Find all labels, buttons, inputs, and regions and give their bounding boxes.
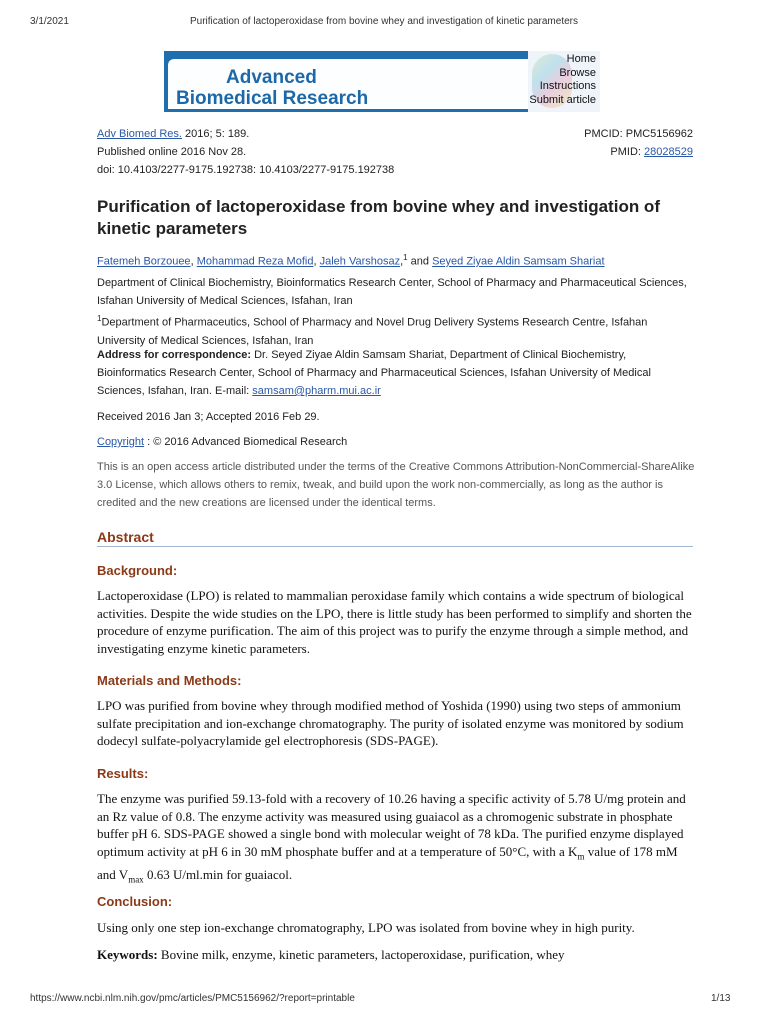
keywords-label: Keywords: [97, 947, 158, 962]
author-separator: , [190, 255, 197, 268]
journal-citation [97, 125, 477, 143]
keywords-text: Bovine milk, enzyme, kinetic parameters, lactoperoxidase, purification, whey [157, 947, 565, 962]
author-separator: , [313, 255, 320, 268]
author-and: and [407, 255, 433, 268]
nav-instructions-link[interactable]: Instructions [539, 80, 596, 92]
journal-logo-line2: Biomedical Research [176, 88, 369, 109]
nav-submit-article-link[interactable]: Submit article [529, 93, 596, 106]
keywords [97, 946, 697, 964]
journal-banner [164, 51, 600, 112]
journal-link[interactable]: Adv Biomed Res. [97, 128, 182, 140]
affiliation-primary: Department of Clinical Biochemistry, Bioinformatics Research Center, School of Pharmacy and Pharmaceutical Sciences, Isfahan University of Medical Sciences, Isfahan, Iran [97, 277, 687, 307]
km-subscript: m [577, 851, 585, 862]
affiliation-secondary [97, 310, 695, 350]
correspondence-text: Dr. Seyed Ziyae Aldin Samsam Shariat, Department of Clinical Biochemistry, Bioinformatics Research Center, School of Pharmacy and Pharmaceutical Sciences, Isfahan University of Medical Sciences, Isfahan, Iran. E-mail: [97, 349, 651, 397]
results-text-part: The enzyme was purified 59.13-fold with a recovery of 10.26 having a specific activity of 5.78 U/mg protein and an Rz value of 0.8. The enzyme activity was measured using guaiacol as a chromogenic substrate in phosphate buffer pH 6. SDS-PAGE showed a single bond with molecular weight of 78 kDa. The purified enzyme displayed optimum activity at pH 6 in 30 mM phosphate buffer and at a temperature of 50°C, with a K [97, 791, 686, 859]
author-link[interactable]: Jaleh Varshosaz [319, 255, 401, 268]
banner-nav [528, 51, 600, 112]
methods-heading: Materials and Methods: [97, 673, 242, 688]
author-separator: , [400, 255, 404, 268]
affiliation-secondary-text: Department of Pharmaceutics, School of Pharmacy and Novel Drug Delivery Systems Research Centre, Isfahan University of Medical Sciences, Isfahan, Iran [97, 316, 648, 347]
results-text-part: value of 178 mM and V [97, 843, 678, 882]
print-url: https://www.ncbi.nlm.nih.gov/pmc/articles/PMC5156962/?report=printable [30, 993, 355, 1004]
affiliation-marker: 1 [403, 253, 408, 262]
journal-volume: 2016; 5: 189. [181, 128, 250, 140]
affiliation-marker: 1 [97, 314, 102, 323]
conclusion-text: Using only one step ion-exchange chromatography, LPO was isolated from bovine whey in high purity. [97, 920, 635, 935]
email-link[interactable]: samsam@pharm.mui.ac.ir [252, 385, 381, 397]
results-text-part: 0.63 U/ml.min for guaiacol. [143, 866, 293, 882]
background-text: Lactoperoxidase (LPO) is related to mammalian peroxidase family which contains a wide spectrum of biological activities. Despite the wide studies on the LPO, there is little study has been performed to simplify and shorten the procedure of enzyme purification. The aim of this project was to purify the enzyme through a simple method, and investigating enzyme kinetic parameters. [97, 588, 692, 656]
pmid-label: PMID: [610, 146, 645, 158]
correspondence-label: Address for correspondence: [97, 349, 252, 361]
page-number: 1/13 [711, 993, 731, 1004]
correspondence [97, 346, 695, 400]
pmid-link[interactable]: 28028529 [644, 146, 693, 158]
journal-logo[interactable] [168, 59, 542, 109]
results-heading: Results: [97, 766, 149, 781]
nav-browse-link[interactable]: Browse [559, 66, 596, 79]
abstract-heading: Abstract [97, 529, 693, 547]
methods-text: LPO was purified from bovine whey through modified method of Yoshida (1990) using two steps of ammonium sulfate precipitation and ion-exchange chromatography. The purity of isolated enzyme was monitored by sodium dodecyl sulfate-polyacrylamide gel electrophoresis (SDS-PAGE). [97, 698, 684, 749]
doi: doi: 10.4103/2277-9175.192738: 10.4103/2277-9175.192738 [97, 164, 395, 176]
background-heading: Background: [97, 563, 178, 578]
received-dates: Received 2016 Jan 3; Accepted 2016 Feb 29. [97, 411, 320, 423]
copyright-text: : © 2016 Advanced Biomedical Research [144, 436, 348, 448]
print-date: 3/1/2021 [30, 16, 69, 27]
copyright-line [97, 433, 695, 451]
published-date: Published online 2016 Nov 28. [97, 146, 247, 158]
article-title: Purification of lactoperoxidase from bovine whey and investigation of kinetic parameters [97, 197, 660, 238]
author-list [97, 249, 695, 271]
print-header-title: Purification of lactoperoxidase from bovine whey and investigation of kinetic parameters [190, 16, 578, 27]
vmax-subscript: max [128, 874, 144, 885]
author-link[interactable]: Seyed Ziyae Aldin Samsam Shariat [432, 255, 605, 268]
pmcid: PMCID: PMC5156962 [584, 128, 693, 140]
author-link[interactable]: Fatemeh Borzouee [97, 255, 191, 268]
results-text [97, 790, 697, 889]
id-block [480, 125, 693, 161]
license-notice: This is an open access article distributed under the terms of the Creative Commons Attribution-NonCommercial-ShareAlike 3.0 License, which allows others to remix, tweak, and build upon the work non-commercially, as long as the author is credited and the new creations are licensed under the identical terms. [97, 461, 695, 509]
conclusion-heading: Conclusion: [97, 894, 173, 909]
nav-home-link[interactable]: Home [566, 53, 596, 65]
citation-block [97, 125, 477, 179]
journal-logo-line1: Advanced [226, 67, 317, 88]
author-link[interactable]: Mohammad Reza Mofid [196, 255, 314, 268]
pmid-line [480, 143, 693, 161]
copyright-link[interactable]: Copyright [97, 436, 145, 448]
